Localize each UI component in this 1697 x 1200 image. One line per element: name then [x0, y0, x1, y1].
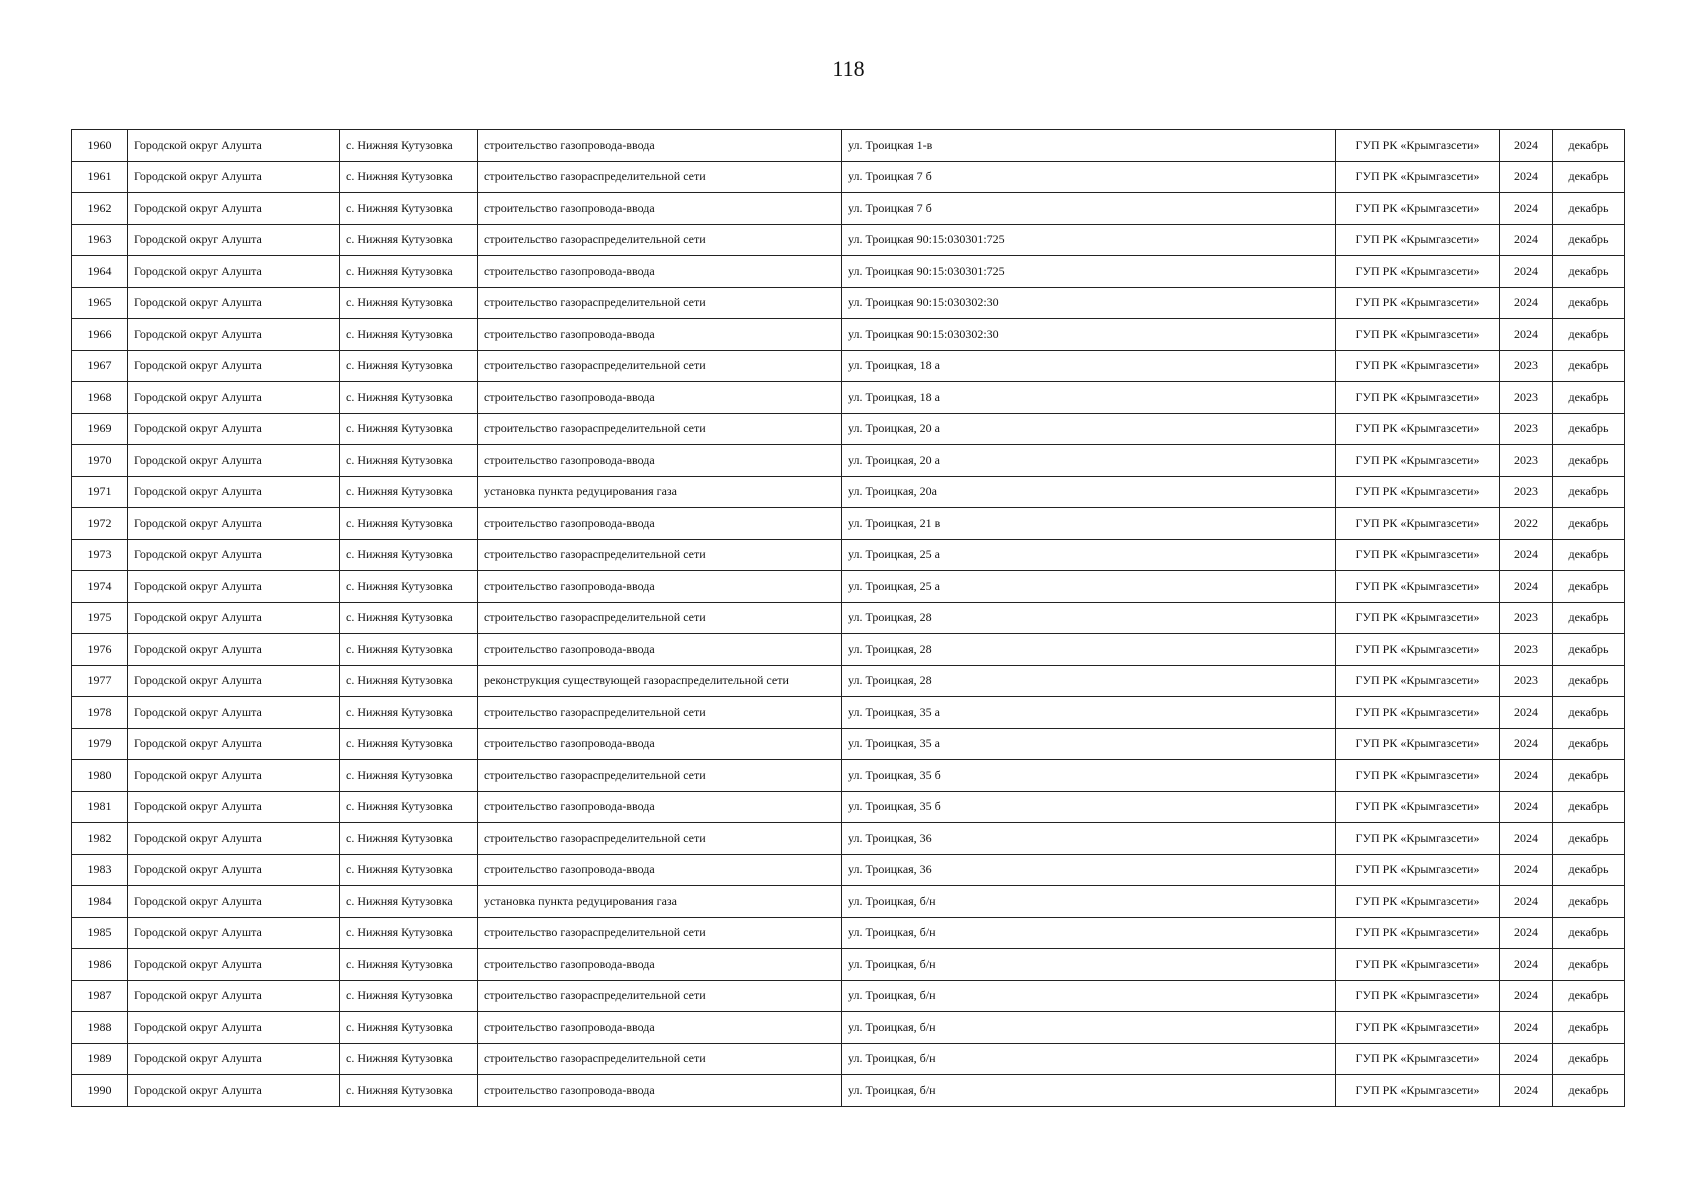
month-cell: декабрь: [1553, 193, 1625, 225]
settlement-cell: с. Нижняя Кутузовка: [340, 1075, 478, 1107]
table-row: [72, 161, 1625, 193]
page-number: 118: [832, 56, 865, 81]
table-row: [72, 760, 1625, 792]
settlement-cell: с. Нижняя Кутузовка: [340, 634, 478, 666]
row-number: 1968: [72, 382, 128, 414]
settlement-cell: с. Нижняя Кутузовка: [340, 193, 478, 225]
address-cell: ул. Троицкая, б/н: [842, 1043, 1336, 1075]
month-cell: декабрь: [1553, 728, 1625, 760]
table-row: [72, 728, 1625, 760]
address-cell: ул. Троицкая, 28: [842, 602, 1336, 634]
settlement-cell: с. Нижняя Кутузовка: [340, 980, 478, 1012]
organization-cell: ГУП РК «Крымгазсети»: [1336, 1012, 1500, 1044]
table-row: [72, 350, 1625, 382]
work-type-cell: строительство газопровода-ввода: [478, 728, 842, 760]
table-row: [72, 980, 1625, 1012]
settlement-cell: с. Нижняя Кутузовка: [340, 161, 478, 193]
settlement-cell: с. Нижняя Кутузовка: [340, 917, 478, 949]
year-cell: 2024: [1500, 760, 1553, 792]
work-type-cell: строительство газопровода-ввода: [478, 193, 842, 225]
address-cell: ул. Троицкая, 20 а: [842, 413, 1336, 445]
row-number: 1990: [72, 1075, 128, 1107]
row-number: 1976: [72, 634, 128, 666]
month-cell: декабрь: [1553, 854, 1625, 886]
year-cell: 2024: [1500, 1043, 1553, 1075]
table-row: [72, 634, 1625, 666]
organization-cell: ГУП РК «Крымгазсети»: [1336, 161, 1500, 193]
table-row: [72, 287, 1625, 319]
settlement-cell: с. Нижняя Кутузовка: [340, 1012, 478, 1044]
table-row: [72, 256, 1625, 288]
address-cell: ул. Троицкая, 28: [842, 634, 1336, 666]
month-cell: декабрь: [1553, 161, 1625, 193]
work-type-cell: строительство газораспределительной сети: [478, 917, 842, 949]
organization-cell: ГУП РК «Крымгазсети»: [1336, 634, 1500, 666]
table-row: [72, 413, 1625, 445]
table-row: [72, 445, 1625, 477]
address-cell: ул. Троицкая 90:15:030302:30: [842, 287, 1336, 319]
row-number: 1972: [72, 508, 128, 540]
address-cell: ул. Троицкая, 20 а: [842, 445, 1336, 477]
municipality-cell: Городской округ Алушта: [128, 319, 340, 351]
municipality-cell: Городской округ Алушта: [128, 476, 340, 508]
municipality-cell: Городской округ Алушта: [128, 697, 340, 729]
row-number: 1963: [72, 224, 128, 256]
work-type-cell: строительство газораспределительной сети: [478, 602, 842, 634]
table-row: [72, 886, 1625, 918]
year-cell: 2024: [1500, 571, 1553, 603]
row-number: 1981: [72, 791, 128, 823]
table-body: [72, 130, 1625, 1107]
month-cell: декабрь: [1553, 319, 1625, 351]
settlement-cell: с. Нижняя Кутузовка: [340, 413, 478, 445]
address-cell: ул. Троицкая 90:15:030302:30: [842, 319, 1336, 351]
municipality-cell: Городской округ Алушта: [128, 980, 340, 1012]
municipality-cell: Городской округ Алушта: [128, 602, 340, 634]
organization-cell: ГУП РК «Крымгазсети»: [1336, 760, 1500, 792]
settlement-cell: с. Нижняя Кутузовка: [340, 445, 478, 477]
month-cell: декабрь: [1553, 917, 1625, 949]
year-cell: 2023: [1500, 665, 1553, 697]
row-number: 1979: [72, 728, 128, 760]
row-number: 1965: [72, 287, 128, 319]
settlement-cell: с. Нижняя Кутузовка: [340, 1043, 478, 1075]
municipality-cell: Городской округ Алушта: [128, 130, 340, 162]
month-cell: декабрь: [1553, 665, 1625, 697]
year-cell: 2024: [1500, 728, 1553, 760]
organization-cell: ГУП РК «Крымгазсети»: [1336, 728, 1500, 760]
work-type-cell: строительство газораспределительной сети: [478, 350, 842, 382]
month-cell: декабрь: [1553, 634, 1625, 666]
organization-cell: ГУП РК «Крымгазсети»: [1336, 508, 1500, 540]
work-type-cell: строительство газораспределительной сети: [478, 1043, 842, 1075]
row-number: 1985: [72, 917, 128, 949]
year-cell: 2024: [1500, 697, 1553, 729]
address-cell: ул. Троицкая, 35 а: [842, 728, 1336, 760]
address-cell: ул. Троицкая, б/н: [842, 886, 1336, 918]
address-cell: ул. Троицкая, б/н: [842, 1075, 1336, 1107]
year-cell: 2024: [1500, 886, 1553, 918]
row-number: 1966: [72, 319, 128, 351]
settlement-cell: с. Нижняя Кутузовка: [340, 854, 478, 886]
work-type-cell: строительство газопровода-ввода: [478, 382, 842, 414]
municipality-cell: Городской округ Алушта: [128, 1075, 340, 1107]
municipality-cell: Городской округ Алушта: [128, 539, 340, 571]
settlement-cell: с. Нижняя Кутузовка: [340, 571, 478, 603]
settlement-cell: с. Нижняя Кутузовка: [340, 791, 478, 823]
row-number: 1986: [72, 949, 128, 981]
settlement-cell: с. Нижняя Кутузовка: [340, 476, 478, 508]
year-cell: 2024: [1500, 539, 1553, 571]
month-cell: декабрь: [1553, 413, 1625, 445]
municipality-cell: Городской округ Алушта: [128, 256, 340, 288]
month-cell: декабрь: [1553, 697, 1625, 729]
work-type-cell: строительство газопровода-ввода: [478, 1075, 842, 1107]
municipality-cell: Городской округ Алушта: [128, 413, 340, 445]
organization-cell: ГУП РК «Крымгазсети»: [1336, 1075, 1500, 1107]
municipality-cell: Городской округ Алушта: [128, 728, 340, 760]
month-cell: декабрь: [1553, 602, 1625, 634]
address-cell: ул. Троицкая, б/н: [842, 980, 1336, 1012]
municipality-cell: Городской округ Алушта: [128, 193, 340, 225]
address-cell: ул. Троицкая, б/н: [842, 949, 1336, 981]
row-number: 1988: [72, 1012, 128, 1044]
address-cell: ул. Троицкая, 25 а: [842, 571, 1336, 603]
organization-cell: ГУП РК «Крымгазсети»: [1336, 445, 1500, 477]
municipality-cell: Городской округ Алушта: [128, 886, 340, 918]
work-type-cell: строительство газопровода-ввода: [478, 571, 842, 603]
work-type-cell: строительство газораспределительной сети: [478, 539, 842, 571]
table-row: [72, 224, 1625, 256]
table-row: [72, 917, 1625, 949]
month-cell: декабрь: [1553, 224, 1625, 256]
municipality-cell: Городской округ Алушта: [128, 161, 340, 193]
work-type-cell: строительство газораспределительной сети: [478, 697, 842, 729]
row-number: 1977: [72, 665, 128, 697]
organization-cell: ГУП РК «Крымгазсети»: [1336, 980, 1500, 1012]
year-cell: 2023: [1500, 476, 1553, 508]
municipality-cell: Городской округ Алушта: [128, 382, 340, 414]
settlement-cell: с. Нижняя Кутузовка: [340, 697, 478, 729]
settlement-cell: с. Нижняя Кутузовка: [340, 350, 478, 382]
work-type-cell: строительство газопровода-ввода: [478, 1012, 842, 1044]
month-cell: декабрь: [1553, 1075, 1625, 1107]
municipality-cell: Городской округ Алушта: [128, 287, 340, 319]
year-cell: 2024: [1500, 161, 1553, 193]
year-cell: 2024: [1500, 319, 1553, 351]
row-number: 1975: [72, 602, 128, 634]
year-cell: 2024: [1500, 917, 1553, 949]
year-cell: 2024: [1500, 224, 1553, 256]
address-cell: ул. Троицкая, 35 б: [842, 791, 1336, 823]
address-cell: ул. Троицкая, 25 а: [842, 539, 1336, 571]
month-cell: декабрь: [1553, 382, 1625, 414]
work-type-cell: строительство газораспределительной сети: [478, 760, 842, 792]
year-cell: 2023: [1500, 602, 1553, 634]
year-cell: 2024: [1500, 130, 1553, 162]
address-cell: ул. Троицкая 90:15:030301:725: [842, 224, 1336, 256]
row-number: 1969: [72, 413, 128, 445]
row-number: 1971: [72, 476, 128, 508]
month-cell: декабрь: [1553, 508, 1625, 540]
work-type-cell: строительство газопровода-ввода: [478, 854, 842, 886]
work-type-cell: установка пункта редуцирования газа: [478, 476, 842, 508]
year-cell: 2023: [1500, 350, 1553, 382]
table-row: [72, 571, 1625, 603]
work-type-cell: строительство газопровода-ввода: [478, 319, 842, 351]
settlement-cell: с. Нижняя Кутузовка: [340, 508, 478, 540]
year-cell: 2023: [1500, 634, 1553, 666]
settlement-cell: с. Нижняя Кутузовка: [340, 760, 478, 792]
row-number: 1987: [72, 980, 128, 1012]
work-type-cell: строительство газораспределительной сети: [478, 413, 842, 445]
settlement-cell: с. Нижняя Кутузовка: [340, 539, 478, 571]
year-cell: 2024: [1500, 980, 1553, 1012]
year-cell: 2023: [1500, 445, 1553, 477]
organization-cell: ГУП РК «Крымгазсети»: [1336, 539, 1500, 571]
settlement-cell: с. Нижняя Кутузовка: [340, 665, 478, 697]
row-number: 1982: [72, 823, 128, 855]
work-type-cell: строительство газораспределительной сети: [478, 161, 842, 193]
work-type-cell: строительство газопровода-ввода: [478, 130, 842, 162]
organization-cell: ГУП РК «Крымгазсети»: [1336, 854, 1500, 886]
organization-cell: ГУП РК «Крымгазсети»: [1336, 287, 1500, 319]
address-cell: ул. Троицкая 7 б: [842, 193, 1336, 225]
table-row: [72, 130, 1625, 162]
month-cell: декабрь: [1553, 980, 1625, 1012]
month-cell: декабрь: [1553, 256, 1625, 288]
municipality-cell: Городской округ Алушта: [128, 350, 340, 382]
month-cell: декабрь: [1553, 1012, 1625, 1044]
month-cell: декабрь: [1553, 1043, 1625, 1075]
settlement-cell: с. Нижняя Кутузовка: [340, 256, 478, 288]
address-cell: ул. Троицкая, 18 а: [842, 350, 1336, 382]
month-cell: декабрь: [1553, 949, 1625, 981]
municipality-cell: Городской округ Алушта: [128, 665, 340, 697]
table-row: [72, 1043, 1625, 1075]
row-number: 1989: [72, 1043, 128, 1075]
municipality-cell: Городской округ Алушта: [128, 508, 340, 540]
table-row: [72, 791, 1625, 823]
municipality-cell: Городской округ Алушта: [128, 949, 340, 981]
table-row: [72, 602, 1625, 634]
organization-cell: ГУП РК «Крымгазсети»: [1336, 823, 1500, 855]
organization-cell: ГУП РК «Крымгазсети»: [1336, 949, 1500, 981]
organization-cell: ГУП РК «Крымгазсети»: [1336, 917, 1500, 949]
municipality-cell: Городской округ Алушта: [128, 823, 340, 855]
month-cell: декабрь: [1553, 539, 1625, 571]
organization-cell: ГУП РК «Крымгазсети»: [1336, 791, 1500, 823]
organization-cell: ГУП РК «Крымгазсети»: [1336, 319, 1500, 351]
settlement-cell: с. Нижняя Кутузовка: [340, 130, 478, 162]
address-cell: ул. Троицкая, 21 в: [842, 508, 1336, 540]
settlement-cell: с. Нижняя Кутузовка: [340, 224, 478, 256]
settlement-cell: с. Нижняя Кутузовка: [340, 823, 478, 855]
work-type-cell: строительство газопровода-ввода: [478, 949, 842, 981]
year-cell: 2024: [1500, 1075, 1553, 1107]
table-row: [72, 1075, 1625, 1107]
organization-cell: ГУП РК «Крымгазсети»: [1336, 193, 1500, 225]
work-type-cell: строительство газопровода-ввода: [478, 256, 842, 288]
organization-cell: ГУП РК «Крымгазсети»: [1336, 886, 1500, 918]
month-cell: декабрь: [1553, 571, 1625, 603]
work-type-cell: строительство газопровода-ввода: [478, 791, 842, 823]
row-number: 1973: [72, 539, 128, 571]
address-cell: ул. Троицкая 90:15:030301:725: [842, 256, 1336, 288]
settlement-cell: с. Нижняя Кутузовка: [340, 602, 478, 634]
table-row: [72, 319, 1625, 351]
municipality-cell: Городской округ Алушта: [128, 854, 340, 886]
organization-cell: ГУП РК «Крымгазсети»: [1336, 382, 1500, 414]
organization-cell: ГУП РК «Крымгазсети»: [1336, 697, 1500, 729]
address-cell: ул. Троицкая, б/н: [842, 917, 1336, 949]
month-cell: декабрь: [1553, 886, 1625, 918]
month-cell: декабрь: [1553, 130, 1625, 162]
municipality-cell: Городской округ Алушта: [128, 445, 340, 477]
work-type-cell: строительство газораспределительной сети: [478, 287, 842, 319]
row-number: 1983: [72, 854, 128, 886]
organization-cell: ГУП РК «Крымгазсети»: [1336, 1043, 1500, 1075]
table-row: [72, 854, 1625, 886]
settlement-cell: с. Нижняя Кутузовка: [340, 949, 478, 981]
organization-cell: ГУП РК «Крымгазсети»: [1336, 413, 1500, 445]
work-type-cell: строительство газораспределительной сети: [478, 224, 842, 256]
organization-cell: ГУП РК «Крымгазсети»: [1336, 130, 1500, 162]
work-type-cell: строительство газораспределительной сети: [478, 980, 842, 1012]
year-cell: 2023: [1500, 382, 1553, 414]
organization-cell: ГУП РК «Крымгазсети»: [1336, 602, 1500, 634]
row-number: 1974: [72, 571, 128, 603]
row-number: 1964: [72, 256, 128, 288]
year-cell: 2024: [1500, 287, 1553, 319]
settlement-cell: с. Нижняя Кутузовка: [340, 728, 478, 760]
row-number: 1978: [72, 697, 128, 729]
row-number: 1961: [72, 161, 128, 193]
month-cell: декабрь: [1553, 760, 1625, 792]
address-cell: ул. Троицкая, 18 а: [842, 382, 1336, 414]
row-number: 1960: [72, 130, 128, 162]
work-type-cell: реконструкция существующей газораспределительной сети: [478, 665, 842, 697]
year-cell: 2024: [1500, 193, 1553, 225]
month-cell: декабрь: [1553, 287, 1625, 319]
organization-cell: ГУП РК «Крымгазсети»: [1336, 224, 1500, 256]
table-row: [72, 823, 1625, 855]
year-cell: 2022: [1500, 508, 1553, 540]
month-cell: декабрь: [1553, 823, 1625, 855]
organization-cell: ГУП РК «Крымгазсети»: [1336, 665, 1500, 697]
table-row: [72, 539, 1625, 571]
table-row: [72, 382, 1625, 414]
municipality-cell: Городской округ Алушта: [128, 791, 340, 823]
work-type-cell: строительство газопровода-ввода: [478, 634, 842, 666]
municipality-cell: Городской округ Алушта: [128, 917, 340, 949]
address-cell: ул. Троицкая, б/н: [842, 1012, 1336, 1044]
year-cell: 2024: [1500, 854, 1553, 886]
settlement-cell: с. Нижняя Кутузовка: [340, 319, 478, 351]
municipality-cell: Городской округ Алушта: [128, 1043, 340, 1075]
month-cell: декабрь: [1553, 445, 1625, 477]
year-cell: 2024: [1500, 823, 1553, 855]
table-row: [72, 508, 1625, 540]
organization-cell: ГУП РК «Крымгазсети»: [1336, 476, 1500, 508]
row-number: 1967: [72, 350, 128, 382]
settlement-cell: с. Нижняя Кутузовка: [340, 886, 478, 918]
year-cell: 2024: [1500, 949, 1553, 981]
address-cell: ул. Троицкая, 28: [842, 665, 1336, 697]
work-type-cell: строительство газопровода-ввода: [478, 508, 842, 540]
table-row: [72, 193, 1625, 225]
municipality-cell: Городской округ Алушта: [128, 571, 340, 603]
settlement-cell: с. Нижняя Кутузовка: [340, 287, 478, 319]
work-type-cell: установка пункта редуцирования газа: [478, 886, 842, 918]
organization-cell: ГУП РК «Крымгазсети»: [1336, 350, 1500, 382]
row-number: 1962: [72, 193, 128, 225]
year-cell: 2024: [1500, 791, 1553, 823]
gasification-table: [71, 129, 1625, 1107]
year-cell: 2024: [1500, 1012, 1553, 1044]
address-cell: ул. Троицкая, 35 б: [842, 760, 1336, 792]
municipality-cell: Городской округ Алушта: [128, 760, 340, 792]
address-cell: ул. Троицкая 7 б: [842, 161, 1336, 193]
year-cell: 2023: [1500, 413, 1553, 445]
work-type-cell: строительство газораспределительной сети: [478, 823, 842, 855]
municipality-cell: Городской округ Алушта: [128, 1012, 340, 1044]
row-number: 1984: [72, 886, 128, 918]
table-row: [72, 697, 1625, 729]
table-row: [72, 1012, 1625, 1044]
settlement-cell: с. Нижняя Кутузовка: [340, 382, 478, 414]
table-row: [72, 665, 1625, 697]
work-type-cell: строительство газопровода-ввода: [478, 445, 842, 477]
year-cell: 2024: [1500, 256, 1553, 288]
organization-cell: ГУП РК «Крымгазсети»: [1336, 256, 1500, 288]
address-cell: ул. Троицкая, 36: [842, 823, 1336, 855]
municipality-cell: Городской округ Алушта: [128, 634, 340, 666]
row-number: 1970: [72, 445, 128, 477]
month-cell: декабрь: [1553, 350, 1625, 382]
municipality-cell: Городской округ Алушта: [128, 224, 340, 256]
month-cell: декабрь: [1553, 476, 1625, 508]
month-cell: декабрь: [1553, 791, 1625, 823]
row-number: 1980: [72, 760, 128, 792]
address-cell: ул. Троицкая, 35 а: [842, 697, 1336, 729]
table-row: [72, 476, 1625, 508]
address-cell: ул. Троицкая, 36: [842, 854, 1336, 886]
address-cell: ул. Троицкая, 20а: [842, 476, 1336, 508]
address-cell: ул. Троицкая 1-в: [842, 130, 1336, 162]
organization-cell: ГУП РК «Крымгазсети»: [1336, 571, 1500, 603]
table-row: [72, 949, 1625, 981]
